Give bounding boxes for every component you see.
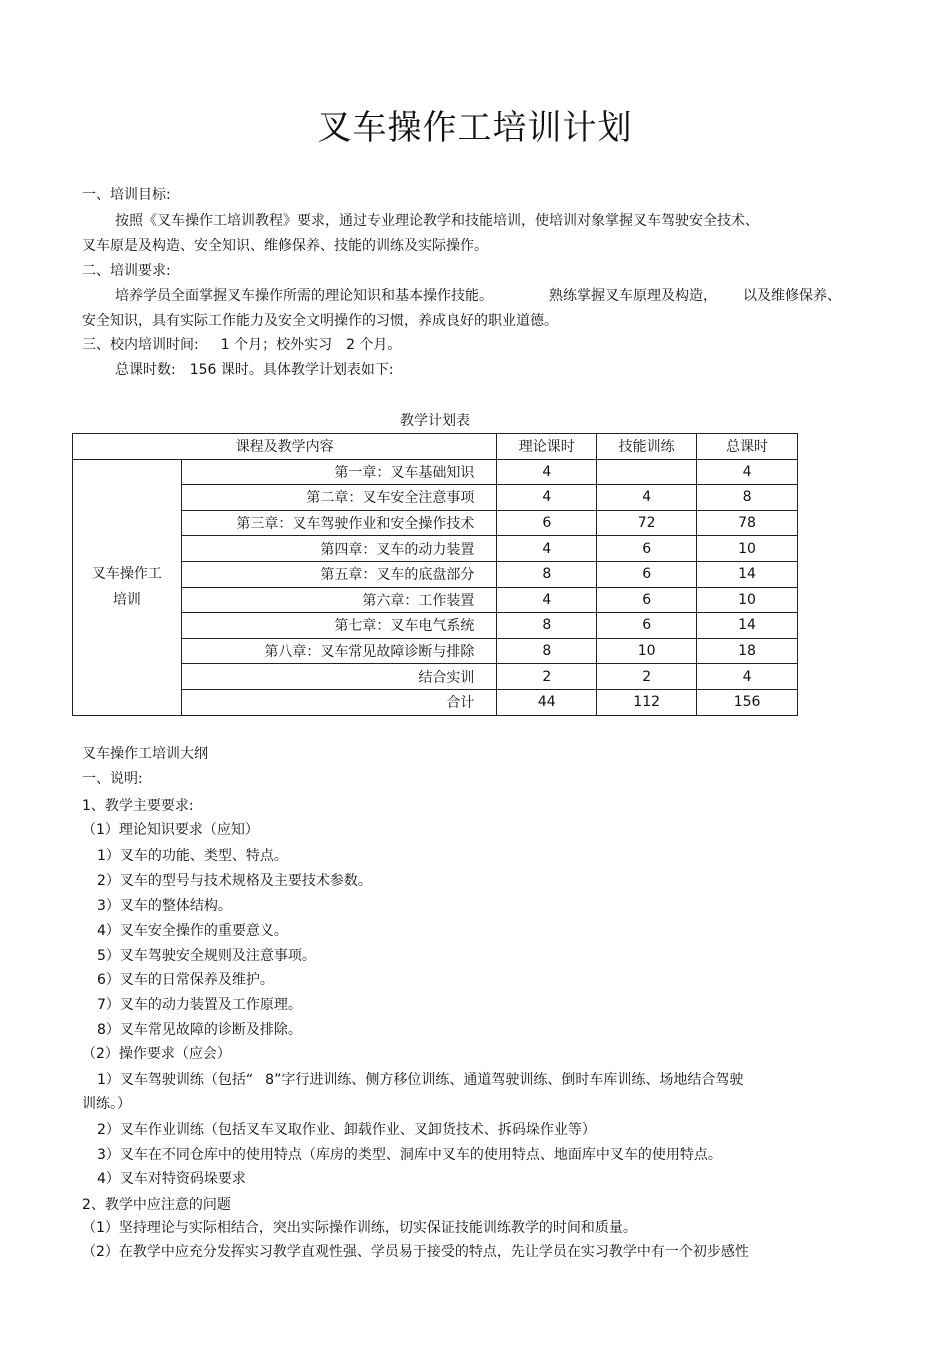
chapter-cell: 结合实训 — [181, 664, 497, 690]
total-cell: 18 — [697, 638, 798, 664]
operation-item1-part2: 8”字行进训练、侧方移位训练、通道驾驶训练、倒时车库训练、场地结合驾驶 — [265, 1072, 744, 1088]
theory-item: 4）叉车安全操作的重要意义。 — [97, 923, 288, 939]
total-cell: 14 — [697, 561, 798, 587]
theory-cell: 8 — [497, 613, 597, 639]
header-skill: 技能训练 — [597, 434, 697, 460]
section3-line — [82, 336, 401, 354]
header-total: 总课时 — [697, 434, 798, 460]
theory-heading: （1）理论知识要求（应知） — [82, 822, 259, 838]
total-cell: 8 — [697, 485, 798, 511]
table-row — [73, 664, 798, 690]
table-total-row — [73, 689, 798, 715]
table-row — [73, 587, 798, 613]
theory-item: 2）叉车的型号与技术规格及主要技术参数。 — [97, 873, 372, 889]
skill-cell: 2 — [597, 664, 697, 690]
total-cell: 10 — [697, 587, 798, 613]
total-cell: 78 — [697, 510, 798, 536]
table-header-row — [73, 434, 798, 460]
skill-cell: 4 — [597, 485, 697, 511]
theory-cell: 2 — [497, 664, 597, 690]
note-item2: （2）在教学中应充分发挥实习教学直观性强、学员易于接受的特点，先让学员在实习教学中有一个初步感性 — [82, 1244, 749, 1260]
section2-text-part3: 以及维修保养、 — [743, 288, 841, 304]
theory-cell: 4 — [497, 459, 597, 485]
total-cell: 4 — [697, 459, 798, 485]
total-hours-label: 总课时数: — [115, 362, 176, 378]
chapter-cell: 第八章：叉车常见故障诊断与排除 — [181, 638, 497, 664]
table-row — [73, 485, 798, 511]
skill-cell: 72 — [597, 510, 697, 536]
operation-item3: 3）叉车在不同仓库中的使用特点（库房的类型、洞库中叉车的使用特点、地面库中叉车的使用特点。 — [97, 1147, 722, 1163]
skill-cell: 6 — [597, 587, 697, 613]
section3-label: 三、校内培训时间: — [82, 337, 199, 353]
total-hours-line — [115, 361, 394, 379]
outline-explain: 一、说明: — [82, 771, 143, 787]
outline-title: 叉车操作工培训大纲 — [82, 746, 208, 762]
notes-heading: 2、教学中应注意的问题 — [82, 1197, 231, 1213]
teaching-plan-table — [72, 433, 798, 716]
header-course: 课程及教学内容 — [73, 434, 497, 460]
section2-heading: 二、培训要求: — [82, 263, 171, 279]
theory-cell: 44 — [497, 689, 597, 715]
theory-cell: 4 — [497, 536, 597, 562]
category-cell — [73, 459, 182, 715]
theory-cell: 4 — [497, 485, 597, 511]
theory-item: 6）叉车的日常保养及维护。 — [97, 972, 274, 988]
operation-item1 — [97, 1071, 743, 1089]
chapter-cell: 第三章：叉车驾驶作业和安全操作技术 — [181, 510, 497, 536]
chapter-cell: 第一章：叉车基础知识 — [181, 459, 497, 485]
operation-heading: （2）操作要求（应会） — [82, 1046, 231, 1062]
skill-cell: 6 — [597, 536, 697, 562]
page-title: 叉车操作工培训计划 — [317, 108, 633, 148]
skill-cell: 6 — [597, 613, 697, 639]
total-hours-value: 156 课时。具体教学计划表如下: — [189, 362, 394, 378]
section2-text-line2: 安全知识，具有实际工作能力及安全文明操作的习惯，养成良好的职业道德。 — [82, 313, 558, 329]
total-cell: 156 — [697, 689, 798, 715]
table-row — [73, 613, 798, 639]
theory-cell: 8 — [497, 561, 597, 587]
theory-cell: 8 — [497, 638, 597, 664]
table-row — [73, 459, 798, 485]
skill-cell: 112 — [597, 689, 697, 715]
operation-item2: 2）叉车作业训练（包括叉车叉取作业、卸载作业、叉卸货技术、拆码垛作业等） — [97, 1122, 596, 1138]
category-line2: 培训 — [112, 592, 141, 609]
chapter-cell: 第七章：叉车电气系统 — [181, 613, 497, 639]
table-row — [73, 638, 798, 664]
total-cell: 10 — [697, 536, 798, 562]
total-cell: 14 — [697, 613, 798, 639]
chapter-cell: 第六章：工作装置 — [181, 587, 497, 613]
total-cell: 4 — [697, 664, 798, 690]
requirements-heading: 1、教学主要要求: — [82, 798, 194, 814]
operation-item4: 4）叉车对特资码垛要求 — [97, 1171, 246, 1187]
table-row — [73, 561, 798, 587]
section3-inner: 1 个月；校外实习 — [220, 337, 333, 353]
theory-item: 8）叉车常见故障的诊断及排除。 — [97, 1022, 302, 1038]
table-row — [73, 536, 798, 562]
section1-text-line2: 叉车原是及构造、安全知识、维修保养、技能的训练及实际操作。 — [82, 238, 488, 254]
section3-outer: 2 个月。 — [346, 337, 402, 353]
skill-cell — [597, 459, 697, 485]
theory-cell: 6 — [497, 510, 597, 536]
table-row — [73, 510, 798, 536]
theory-item: 1）叉车的功能、类型、特点。 — [97, 848, 288, 864]
table-caption: 教学计划表 — [400, 413, 470, 429]
section2-text-part2: 熟练掌握叉车原理及构造， — [549, 288, 717, 304]
skill-cell: 10 — [597, 638, 697, 664]
theory-item: 3）叉车的整体结构。 — [97, 898, 232, 914]
chapter-cell: 第四章：叉车的动力装置 — [181, 536, 497, 562]
header-theory: 理论课时 — [497, 434, 597, 460]
chapter-cell: 第二章：叉车安全注意事项 — [181, 485, 497, 511]
chapter-cell: 合计 — [181, 689, 497, 715]
operation-item1-part1: 1）叉车驾驶训练（包括“ — [97, 1072, 254, 1088]
note-item1: （1）坚持理论与实际相结合，突出实际操作训练，切实保证技能训练教学的时间和质量。 — [82, 1220, 637, 1236]
theory-item: 5）叉车驾驶安全规则及注意事项。 — [97, 948, 316, 964]
operation-item1-cont: 训练。） — [82, 1096, 131, 1112]
section2-text-part1: 培养学员全面掌握叉车操作所需的理论知识和基本操作技能。 — [115, 288, 493, 304]
section1-text-line1: 按照《叉车操作工培训教程》要求，通过专业理论教学和技能培训，使培训对象掌握叉车驾驶安全技术、 — [115, 213, 759, 229]
theory-item: 7）叉车的动力装置及工作原理。 — [97, 997, 302, 1013]
section2-text-line1 — [115, 287, 841, 305]
category-line1: 叉车操作工 — [91, 566, 162, 583]
theory-cell: 4 — [497, 587, 597, 613]
chapter-cell: 第五章：叉车的底盘部分 — [181, 561, 497, 587]
section1-heading: 一、培训目标: — [82, 187, 171, 203]
skill-cell: 6 — [597, 561, 697, 587]
